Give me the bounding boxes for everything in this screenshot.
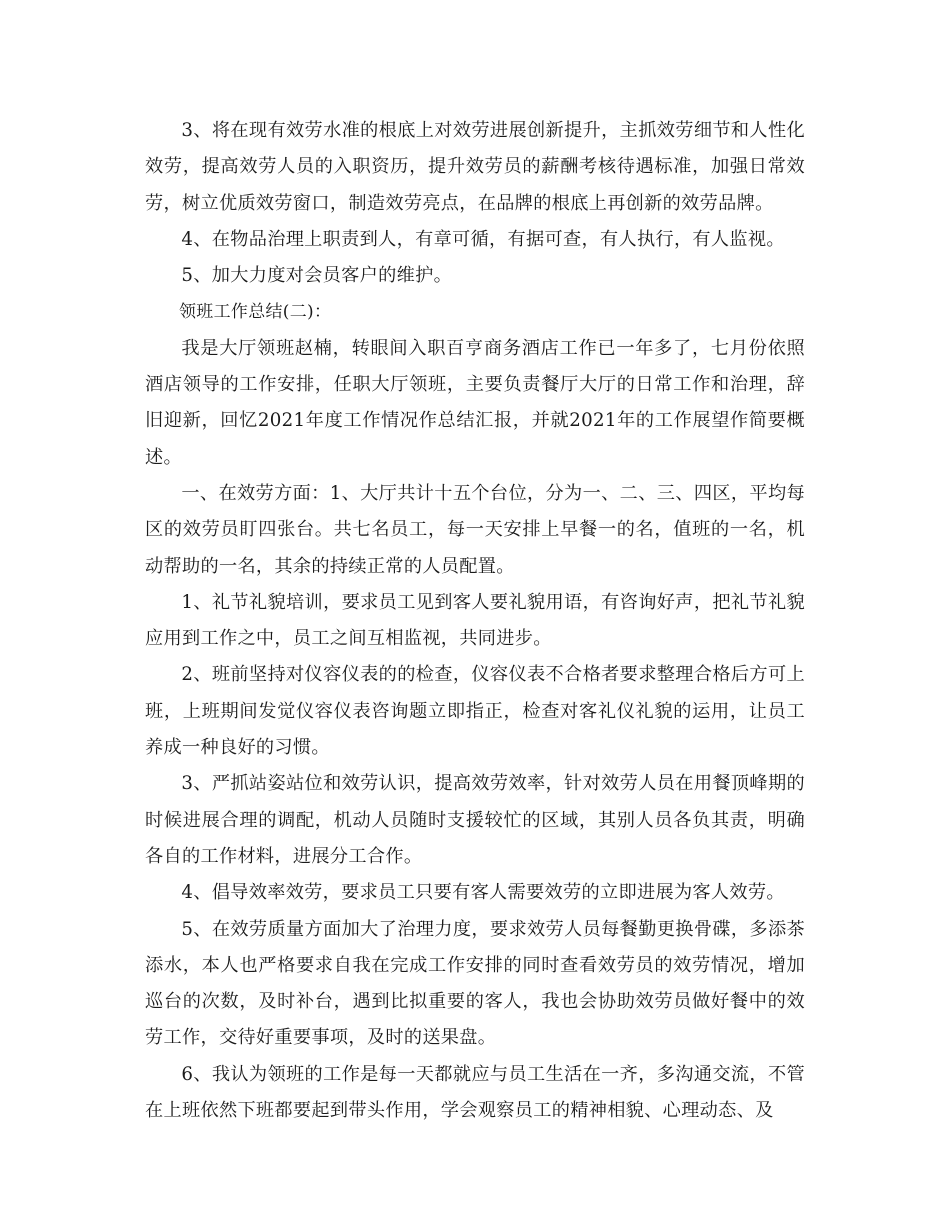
paragraph-service-innovation: 3、将在现有效劳水准的根底上对效劳进展创新提升，主抓效劳细节和人性化效劳，提高效劳人员的入职资历，提升效劳员的薪酬考核待遇标准，加强日常效劳，树立优质效劳窗口，制造效劳亮点，在品牌的根底上再创新的效劳品牌。 <box>145 120 805 214</box>
paragraph-efficiency-service: 4、倡导效率效劳，要求员工只要有客人需要效劳的立即进展为客人效劳。 <box>181 882 785 904</box>
section-heading-summary-two: 领班工作总结(二)： <box>179 302 332 323</box>
paragraph-goods-management: 4、在物品治理上职责到人，有章可循，有据可查，有人执行，有人监视。 <box>181 228 785 250</box>
paragraph-member-maintenance: 5、加大力度对会员客户的维护。 <box>181 265 453 287</box>
paragraph-service-section: 一、在效劳方面：1、大厅共计十五个台位，分为一、二、三、四区，平均每区的效劳员盯四张台。共七名员工，每一天安排上早餐一的名，值班的一名，机动帮助的一名，其余的持续正常的人员配置。 <box>145 482 805 577</box>
paragraph-posture-awareness: 3、严抓站姿站位和效劳认识，提高效劳效率，针对效劳人员在用餐顶峰期的时候进展合理的调配，机动人员随时支援较忙的区域，其别人员各负其责，明确各自的工作材料，进展分工合作。 <box>145 773 805 867</box>
paragraph-introduction: 我是大厅领班赵楠，转眼间入职百亨商务酒店工作已一年多了，七月份依照酒店领导的工作安排，任职大厅领班，主要负责餐厅大厅的日常工作和治理，辞旧迎新，回忆2021年度工作情况作总结汇报，并就2021年的工作展望作简要概述。 <box>145 337 805 468</box>
paragraph-service-quality: 5、在效劳质量方面加大了治理力度，要求效劳人员每餐勤更换骨碟，多添茶添水，本人也严格要求自我在完成工作安排的同时查看效劳员的效劳情况，增加巡台的次数，及时补台，遇到比拟重要的客人，我也会协助效劳员做好餐中的效劳工作，交待好重要事项，及时的送果盘。 <box>145 918 805 1049</box>
paragraph-etiquette-training: 1、礼节礼貌培训，要求员工见到客人要礼貌用语，有咨询好声，把礼节礼貌应用到工作之中，员工之间互相监视，共同进步。 <box>145 591 805 650</box>
paragraph-appearance-check: 2、班前坚持对仪容仪表的的检查，仪容仪表不合格者要求整理合格后方可上班，上班期间发觉仪容仪表咨询题立即指正，检查对客礼仪礼貌的运用，让员工养成一种良好的习惯。 <box>145 664 805 759</box>
document-body <box>145 113 805 1129</box>
paragraph-supervisor-role: 6、我认为领班的工作是每一天都就应与员工生活在一齐，多沟通交流，不管在上班依然下班都要起到带头作用，学会观察员工的精神相貌、心理动态、及 <box>145 1063 805 1122</box>
